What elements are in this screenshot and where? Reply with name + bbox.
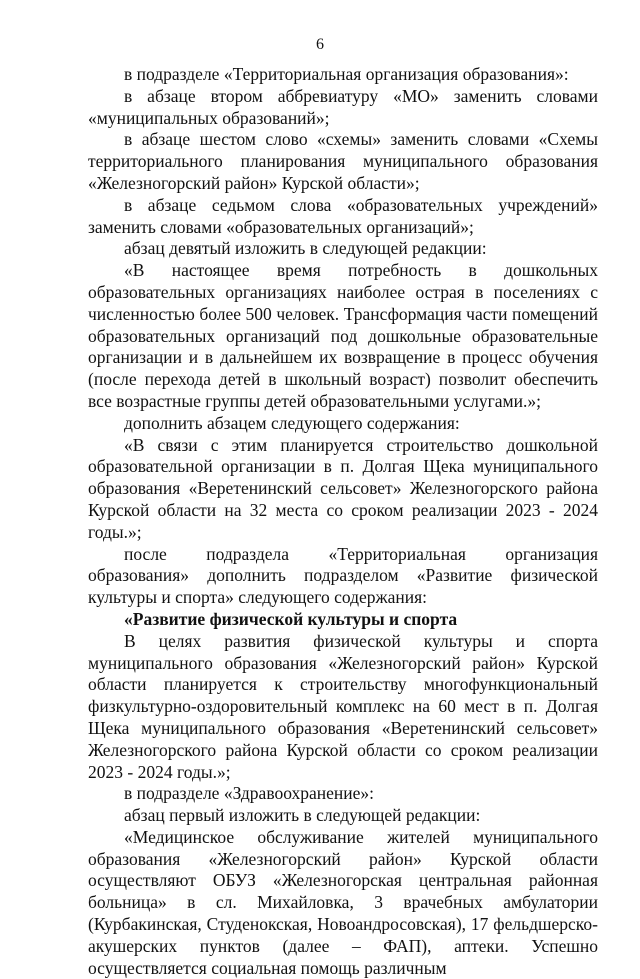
paragraph-first-abstract-intro: абзац первый изложить в следующей редакции: <box>124 805 481 826</box>
paragraph-subsection-healthcare: в подразделе «Здравоохранение»: <box>124 783 375 804</box>
paragraph-add-abstract-intro: дополнить абзацем следующего содержания: <box>124 412 460 433</box>
paragraph-medical-service: «Медицинское обслуживание жителей муниципального образования «Железногорский район» Курской области осуществляют ОБУЗ «Железногорская центральная районная больница» в сл. Михайловка, 3 врачебных амбулатории (Курбакинская, Студенокская, Новоандросовская), 17 фельдшерско-акушерских пунктов (далее – ФАП), аптеки. Успешно осуществляется социальная помощь различным <box>88 826 598 978</box>
paragraph-subsection-territorial-org: в подразделе «Территориальная организация образования»: <box>124 64 569 84</box>
paragraph-sport-complex: В целях развития физической культуры и спорта муниципального образования «Железногорский район» Курской области планируется к строительству многофункциональный физкультурно-оздоровительный комплекс на 60 мест в п. Долгая Щека муниципального образования «Веретенинский сельсовет» Железногорского района Курской области со сроком реализации 2023 - 2024 годы.»; <box>88 630 598 782</box>
paragraph-ninth-abstract-intro: абзац девятый изложить в следующей редакции: <box>124 238 487 259</box>
paragraph-replace-schemes: в абзаце шестом слово «схемы» заменить словами «Схемы территориального планирования муниципального образования «Железногорский район» Курской области»; <box>88 129 598 193</box>
paragraph-replace-institutions: в абзаце седьмом слова «образовательных учреждений» заменить словами «образовательных организаций»; <box>88 194 598 237</box>
paragraph-preschool-construction: «В связи с этим планируется строительство дошкольной образовательной организации в п. Долгая Щека муниципального образования «Веретенинский сельсовет» Железногорского района Курской области на 32 места со сроком реализации 2023 - 2024 годы.»; <box>88 434 598 542</box>
paragraph-preschool-demand: «В настоящее время потребность в дошкольных образовательных организациях наиболее острая в поселениях с численностью более 500 человек. Трансформация части помещений образовательных организаций под дошкольные образовательные организации и в дальнейшем их возвращение в процесс обучения (после перехода детей в школьный возраст) позволит обеспечить все возрастные группы детей образовательными услугами.»; <box>88 260 598 411</box>
paragraph-add-subsection-sport: после подраздела «Территориальная организация образования» дополнить подразделом «Развитие физической культуры и спорта» следующего содержания: <box>88 543 598 608</box>
paragraph-abbreviation-mo: в абзаце втором аббревиатуру «МО» заменить словами «муниципальных образований»; <box>88 85 598 128</box>
page-number: 6 <box>316 36 324 53</box>
section-heading-sport: «Развитие физической культуры и спорта <box>124 608 458 629</box>
document-body <box>88 64 598 979</box>
